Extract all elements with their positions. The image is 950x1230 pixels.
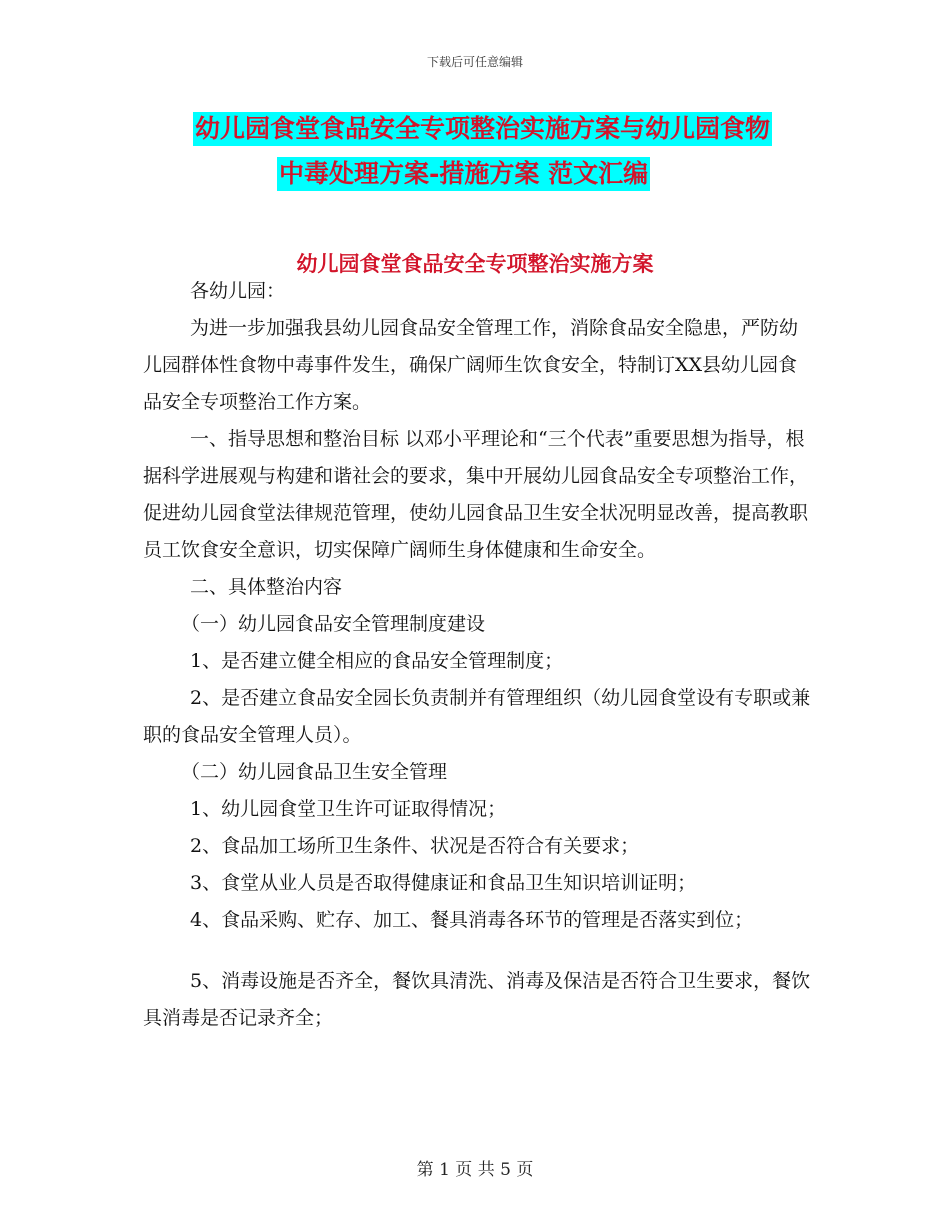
page-number-footer: 第 1 页 共 5 页 — [416, 1160, 534, 1180]
list-item: 1、是否建立健全相应的食品安全管理制度； — [190, 650, 564, 672]
list-item: 2、是否建立食品安全园长负责制并有管理组织（幼儿园食堂设有专职或兼职的食品安全管理人员）。 — [143, 687, 811, 746]
document-title-line-1: 幼儿园食堂食品安全专项整治实施方案与幼儿园食物 — [193, 112, 772, 146]
header-note: 下载后可任意编辑 — [426, 55, 523, 69]
list-item: 1、幼儿园食堂卫生许可证取得情况； — [190, 798, 507, 820]
list-item: 2、食品加工场所卫生条件、状况是否符合有关要求； — [190, 835, 640, 857]
intro-paragraph: 为进一步加强我县幼儿园食品安全管理工作，消除食品安全隐患，严防幼儿园群体性食物中毒事件发生，确保广阔师生饮食安全，特制订XX县幼儿园食品安全专项整治工作方案。 — [143, 317, 799, 413]
document-title-line-2: 中毒处理方案-措施方案 范文汇编 — [277, 157, 650, 191]
document-subtitle: 幼儿园食堂食品安全专项整治实施方案 — [296, 251, 654, 276]
subsection-heading-1: （一）幼儿园食品安全管理制度建设 — [181, 613, 486, 635]
section-heading-content: 二、具体整治内容 — [190, 576, 343, 598]
list-item: 3、食堂从业人员是否取得健康证和食品卫生知识培训证明； — [190, 872, 697, 894]
salutation: 各幼儿园： — [190, 280, 286, 302]
subsection-heading-2: （二）幼儿园食品卫生安全管理 — [181, 761, 448, 783]
document-body — [143, 273, 811, 1037]
paragraph-gap — [143, 939, 811, 963]
list-item: 5、消毒设施是否齐全，餐饮具清洗、消毒及保洁是否符合卫生要求，餐饮具消毒是否记录齐全； — [143, 970, 811, 1029]
list-item: 4、食品采购、贮存、加工、餐具消毒各环节的管理是否落实到位； — [190, 909, 754, 931]
section-guiding-principles: 一、指导思想和整治目标 以邓小平理论和“三个代表”重要思想为指导，根据科学进展观与构建和谐社会的要求，集中开展幼儿园食品安全专项整治工作，促进幼儿园食堂法律规范管理，使幼儿园食品卫生安全状况明显改善，提高教职员工饮食安全意识，切实保障广阔师生身体健康和生命安全。 — [143, 428, 809, 561]
